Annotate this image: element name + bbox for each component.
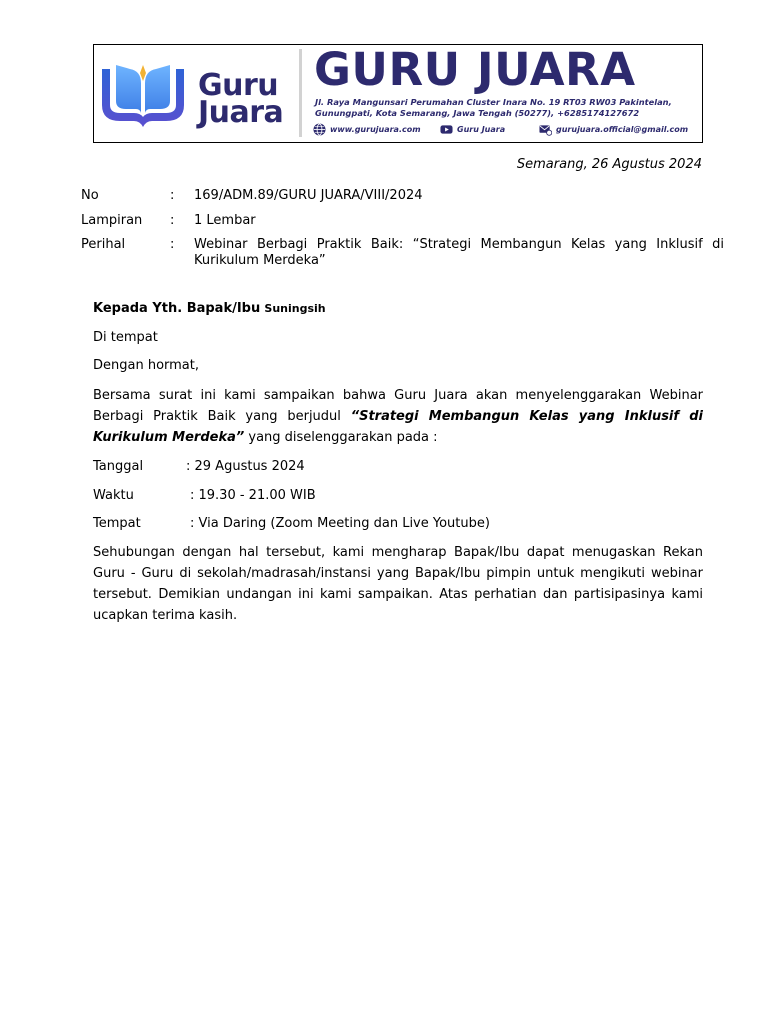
contact-website bbox=[313, 123, 421, 136]
contact-youtube bbox=[440, 123, 505, 136]
greeting-line: Dengan hormat, bbox=[93, 358, 200, 373]
contact-email bbox=[539, 123, 688, 136]
email-icon bbox=[539, 123, 552, 136]
event-title: “Strategi Membangun Kelas yang Inklusif di Kurikulum Merdeka” bbox=[93, 409, 703, 445]
youtube-text: Guru Juara bbox=[457, 125, 506, 134]
intro-paragraph bbox=[93, 385, 703, 448]
time-value: : 19.30 - 21.00 WIB bbox=[190, 488, 316, 503]
youtube-icon bbox=[440, 123, 453, 136]
subject-value: Webinar Berbagi Praktik Baik: “Strategi Membangun Kelas yang Inklusif di Kurikulum Merdeka” bbox=[194, 237, 724, 268]
book-logo-icon bbox=[100, 61, 186, 129]
intro-text: Bersama surat ini kami sampaikan bahwa Guru Juara akan menyelenggarakan Webinar Berbagi Praktik Baik yang berjudul bbox=[93, 388, 703, 424]
colon: : bbox=[170, 188, 175, 203]
colon: : bbox=[170, 237, 175, 252]
organization-address: Jl. Raya Mangunsari Perumahan Cluster Inara No. 19 RT03 RW03 Pakintelan, Gunungpati, Kota Semarang, Jawa Tengah (50277), +6285174127672 bbox=[315, 97, 672, 118]
recipient-prefix: Kepada Yth. Bapak/Ibu bbox=[93, 301, 261, 316]
place-line: Di tempat bbox=[93, 330, 158, 345]
logo-word-juara: Juara bbox=[198, 95, 284, 130]
date-value: : 29 Agustus 2024 bbox=[186, 459, 305, 474]
recipient-line bbox=[93, 301, 703, 316]
letter-date: Semarang, 26 Agustus 2024 bbox=[516, 157, 702, 172]
email-text: gurujuara.official@gmail.com bbox=[556, 125, 689, 134]
intro-end-text: yang diselenggarakan pada : bbox=[248, 430, 438, 445]
date-label: Tanggal bbox=[93, 459, 144, 474]
letterhead bbox=[93, 44, 703, 143]
colon: : bbox=[170, 213, 175, 228]
number-value: 169/ADM.89/GURU JUARA/VIII/2024 bbox=[194, 188, 423, 203]
globe-icon bbox=[313, 123, 326, 136]
attachment-value: 1 Lembar bbox=[194, 213, 256, 228]
place-label: Tempat bbox=[93, 516, 141, 531]
website-text: www.gurujuara.com bbox=[330, 125, 421, 134]
closing-paragraph: Sehubungan dengan hal tersebut, kami mengharap Bapak/Ibu dapat menugaskan Rekan Guru - Guru di sekolah/madrasah/instansi yang Bapak/Ibu pimpin untuk mengikuti webinar tersebut. Demikian undangan ini kami sampaikan. Atas perhatian dan partisipasinya kami ucapkan terima kasih. bbox=[93, 545, 703, 623]
letterhead-divider bbox=[299, 49, 302, 137]
logo bbox=[100, 55, 290, 135]
subject-label: Perihal bbox=[81, 237, 126, 252]
contact-row bbox=[313, 123, 698, 137]
attachment-label: Lampiran bbox=[81, 213, 143, 228]
place-value: : Via Daring (Zoom Meeting dan Live Youtube) bbox=[190, 516, 490, 531]
number-label: No bbox=[81, 188, 99, 203]
organization-title: GURU JUARA bbox=[314, 43, 636, 96]
recipient-name: Suningsih bbox=[264, 302, 326, 315]
logo-word-guru: Guru bbox=[198, 68, 279, 103]
time-label: Waktu bbox=[93, 488, 134, 503]
